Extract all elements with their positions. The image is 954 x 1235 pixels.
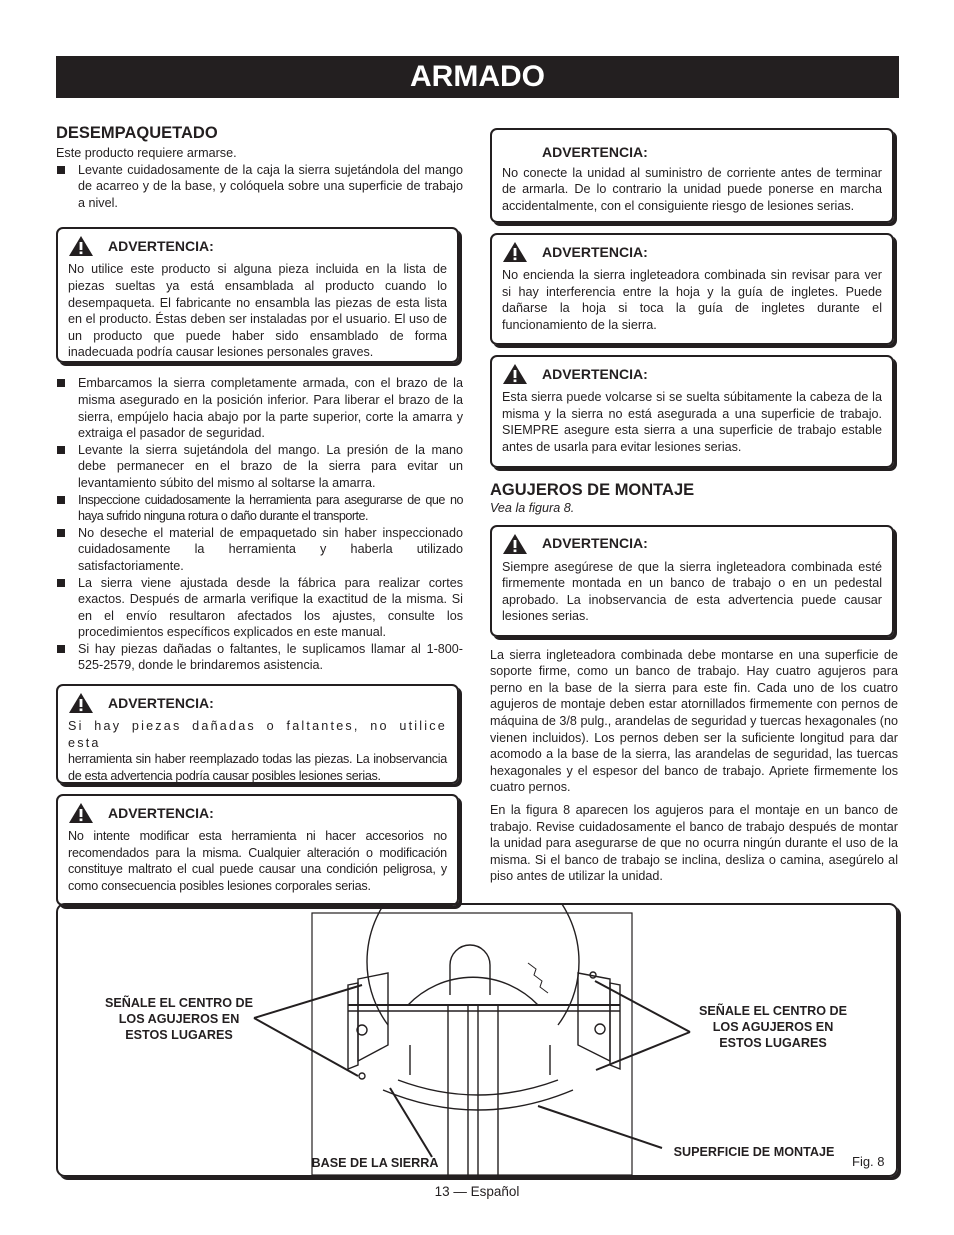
callout-surface: SUPERFICIE DE MONTAJE xyxy=(673,1145,835,1159)
see-figure-note: Vea la figura 8. xyxy=(490,501,575,515)
warning-triangle-icon xyxy=(502,241,528,263)
callout-right: SEÑALE EL CENTRO DE LOS AGUJEROS EN ESTOS LUGARES xyxy=(698,1004,848,1050)
warning-label: ADVERTENCIA: xyxy=(542,144,648,160)
warning-text: No intente modificar esta herramienta ni hacer accesorios no recomendados para la misma. Cualquier alteración o modificación constituye maltrato el cual puede causar una condición peligrosa, y como consecuencia posibles lesiones corporales serias. xyxy=(68,829,447,893)
mounting-paragraph-2: En la figura 8 aparecen los agujeros para el montaje en un banco de trabajo. Revise cuidadosamente el banco de trabajo después de montar la unidad para asegurarse de que no ocurra ningún durante el uso de la misma. Si el banco de trabajo se inclina, desliza o camina, asegúrelo al piso antes de utilizar la unidad. xyxy=(490,802,898,884)
callout-left: SEÑALE EL CENTRO DE LOS AGUJEROS EN ESTOS LUGARES xyxy=(104,996,254,1042)
left-column xyxy=(56,123,463,916)
warning-triangle-icon xyxy=(502,533,528,555)
warning-label: ADVERTENCIA: xyxy=(542,365,648,382)
list-item: Levante la sierra sujetándola del mango. La presión de la mano debe permanecer en el brazo de la sierra para evitar un levantamiento súbito del mismo al soltarse la amarra. xyxy=(56,442,463,492)
callout-base: BASE DE LA SIERRA xyxy=(311,1156,439,1170)
warning-triangle-icon xyxy=(68,692,94,714)
warning-box-modify xyxy=(56,794,459,906)
list-item: Embarcamos la sierra completamente armada, con el brazo de la misma asegurado en la posición inferior. Para liberar el brazo de la sierra, empújelo hacia abajo por la parte superior, corte la amarra y extraiga el pasador de seguridad. xyxy=(56,375,463,441)
warning-box-power xyxy=(490,128,894,223)
warning-label: ADVERTENCIA: xyxy=(542,535,648,552)
warning-box-interference xyxy=(490,233,894,345)
list-item: No deseche el material de empaquetado sin haber inspeccionado cuidadosamente la herramienta y haberla utilizado satisfactoriamente. xyxy=(56,525,463,575)
warning-text: Siempre asegúrese de que la sierra ingleteadora combinada esté firmemente montada en un banco de trabajo o en un pedestal aprobado. La inobservancia de esta advertencia puede causar lesiones serias. xyxy=(502,559,882,624)
intro-text: Este producto requiere armarse. xyxy=(56,146,237,160)
warning-label: ADVERTENCIA: xyxy=(108,694,214,711)
right-column xyxy=(490,128,898,885)
warning-text: No conecte la unidad al suministro de corriente antes de terminar de armarla. De lo contrario la unidad puede ponerse en marcha accidentalmente, con el consiguiente riesgo de lesiones serias. xyxy=(502,165,882,213)
bullet-list-2 xyxy=(56,375,463,674)
warning-triangle-icon xyxy=(502,363,528,385)
warning-label: ADVERTENCIA: xyxy=(108,804,214,821)
warning-triangle-icon xyxy=(68,235,94,257)
figure-number: Fig. 8 xyxy=(852,1154,885,1169)
section-heading-unpacking: DESEMPAQUETADO xyxy=(56,124,218,142)
list-item: Levante cuidadosamente de la caja la sierra sujetándola del mango de acarreo y de la base, y colóquela sobre una superficie de trabajo a nivel. xyxy=(56,162,463,212)
warning-box-tipping xyxy=(490,355,894,468)
page-title: ARMADO xyxy=(56,56,899,98)
warning-triangle-icon xyxy=(68,802,94,824)
mounting-paragraph-1: La sierra ingleteadora combinada debe montarse en una superficie de soporte firme, como un banco de trabajo. Hay cuatro agujeros para perno en la base de la sierra para este fin. Cada uno de los cuatro agujeros de montaje deben estar atornillados firmemente con pernos de máquina de 3/8 pulg., arandelas de seguridad y tuercas hexagonales (no vienen incluidos). Los pernos deben ser la suficiente longitud para dar acomodo a la base de la sierra, las arandelas de seguridad, las tuercas hexagonales y el espesor del banco de trabajo. Apriete firmemente los cuatro pernos. xyxy=(490,647,898,795)
list-item: Si hay piezas dañadas o faltantes, le suplicamos llamar al 1-800-525-2579, donde le brindaremos asistencia. xyxy=(56,641,463,674)
section-heading-mounting: AGUJEROS DE MONTAJE xyxy=(490,481,695,499)
warning-label: ADVERTENCIA: xyxy=(108,238,214,255)
list-item: Inspeccione cuidadosamente la herramienta para asegurarse de que no haya sufrido ninguna rotura o daño durante el transporte. xyxy=(56,492,463,525)
warning-text: Si hay piezas dañadas o faltantes, no utilice esta xyxy=(68,719,447,750)
bullet-list-1 xyxy=(56,162,463,212)
warning-text: No encienda la sierra ingleteadora combinada sin revisar para ver si hay interferencia entre la hoja y la guía de ingletes. Puede dañarse la hoja si toca la guía de ingletes durante el funcionamiento de la sierra. xyxy=(502,268,882,332)
warning-text: Esta sierra puede volcarse si se suelta súbitamente la cabeza de la misma y la sierra no está asegurada a una superficie de trabajo. SIEMPRE asegure esta sierra a una superficie de trabajo estable antes de usarla para evitar lesiones serias. xyxy=(502,390,882,454)
warning-label: ADVERTENCIA: xyxy=(542,243,648,260)
warning-box-parts xyxy=(56,227,459,363)
warning-text: No utilice este producto si alguna pieza incluida en la lista de piezas sueltas ya está ensamblada al producto cuando lo desempaqueta. El fabricante no ensambla las piezas de esta lista en el producto. Éstas deben ser instaladas por el usuario. El uso de un producto que puede haber sido ensamblado de forma inadecuada podría causar lesiones personales graves. xyxy=(68,262,447,360)
warning-box-mounting xyxy=(490,525,894,637)
figure-8 xyxy=(56,903,898,1177)
page-footer: 13 — Español xyxy=(434,1184,520,1199)
warning-box-damaged xyxy=(56,684,459,784)
list-item: La sierra viene ajustada desde la fábrica para realizar cortes exactos. Después de armarla verifique la exactitud de la misma. Si en el envío resultaron afectados los ajustes, consulte los procedimientos específicos explicados en este manual. xyxy=(56,575,463,641)
warning-text: herramienta sin haber reemplazado todas las piezas. La inobservancia de esta advertencia podría causar posibles lesiones serias. xyxy=(68,752,447,783)
